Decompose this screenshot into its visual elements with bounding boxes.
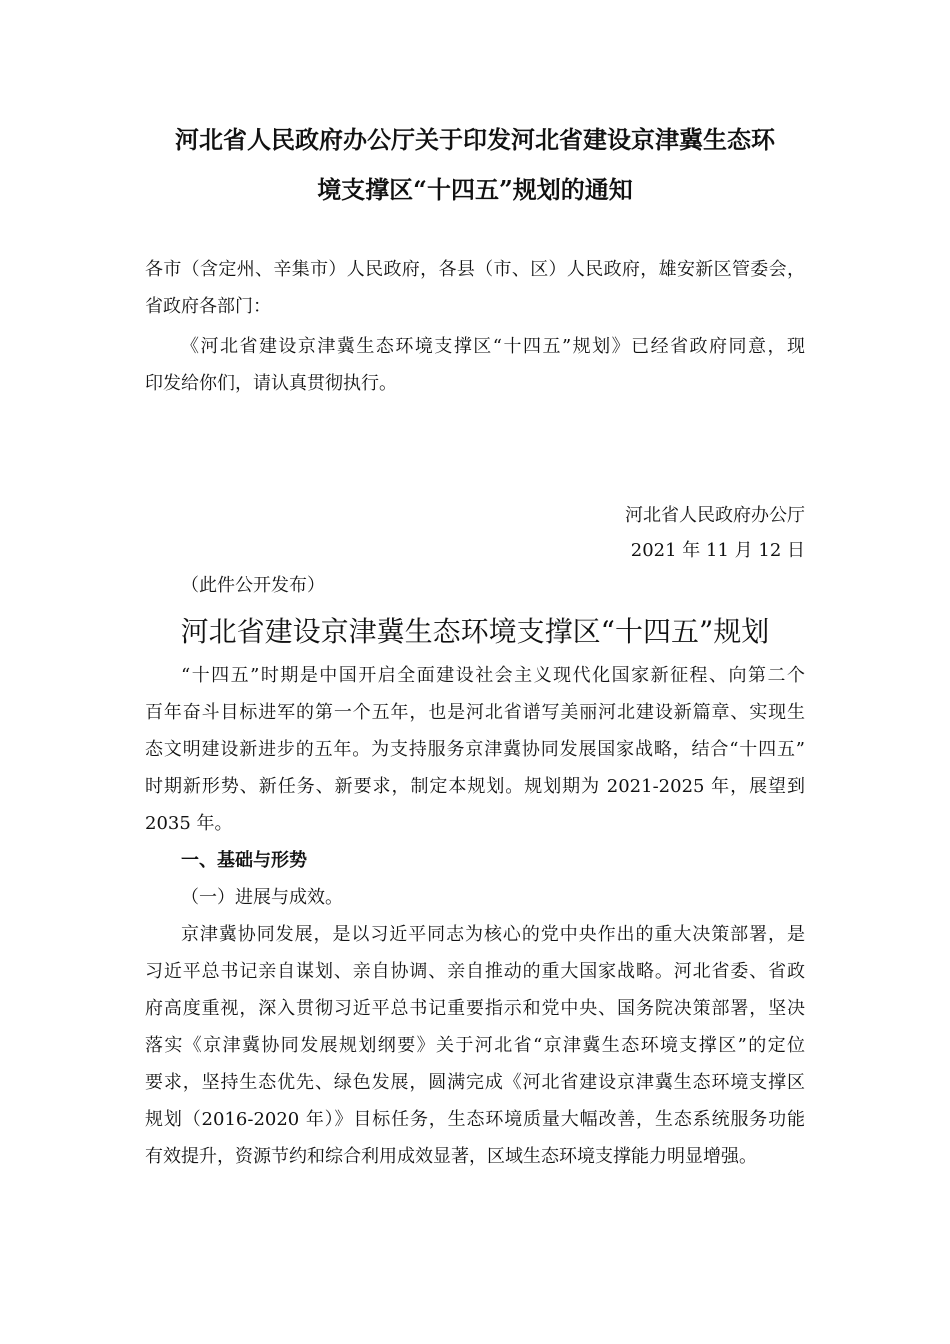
intro-line-2: 百年奋斗目标进军的第一个五年，也是河北省谱写美丽河北建设新篇章、实现生	[145, 702, 805, 723]
intro-line-4: 时期新形势、新任务、新要求，制定本规划。规划期为 2021-2025 年，展望到	[145, 776, 805, 797]
paragraph-line-7: 有效提升，资源节约和综合利用成效显著，区域生态环境支撑能力明显增强。	[145, 1146, 757, 1167]
notice-body-line-1: 《河北省建设京津冀生态环境支撑区“十四五”规划》已经省政府同意，现	[181, 336, 805, 357]
paragraph-line-6: 规划（2016-2020 年）》目标任务，生态环境质量大幅改善，生态系统服务功能	[145, 1109, 805, 1130]
recipients-line-2: 省政府各部门：	[145, 296, 271, 317]
paragraph-line-5: 要求，坚持生态优先、绿色发展，圆满完成《河北省建设京津冀生态环境支撑区	[145, 1072, 805, 1093]
notice-title-line-2: 境支撑区“十四五”规划的通知	[317, 175, 633, 204]
intro-line-5: 2035 年。	[145, 813, 233, 834]
paragraph-line-2: 习近平总书记亲自谋划、亲自协调、亲自推动的重大国家战略。河北省委、省政	[145, 961, 805, 982]
subsection-heading-1: （一）进展与成效。	[181, 887, 343, 908]
intro-line-1: “十四五”时期是中国开启全面建设社会主义现代化国家新征程、向第二个	[181, 665, 805, 686]
paragraph-line-1: 京津冀协同发展，是以习近平同志为核心的党中央作出的重大决策部署，是	[181, 924, 805, 945]
recipients-line-1: 各市（含定州、辛集市）人民政府，各县（市、区）人民政府，雄安新区管委会，	[145, 259, 805, 280]
issue-date: 2021 年 11 月 12 日	[630, 540, 805, 561]
paragraph-line-3: 府高度重视，深入贯彻习近平总书记重要指示和党中央、国务院决策部署，坚决	[145, 998, 805, 1019]
notice-title-line-1: 河北省人民政府办公厅关于印发河北省建设京津冀生态环	[175, 125, 775, 154]
notice-body-line-2: 印发给你们，请认真贯彻执行。	[145, 373, 397, 394]
paragraph-line-4: 落实《京津冀协同发展规划纲要》关于河北省“京津冀生态环境支撑区”的定位	[145, 1035, 805, 1056]
plan-title: 河北省建设京津冀生态环境支撑区“十四五”规划	[180, 615, 770, 648]
section-heading-1: 一、基础与形势	[181, 850, 307, 871]
publish-note: （此件公开发布）	[181, 575, 325, 596]
issuer: 河北省人民政府办公厅	[625, 505, 805, 526]
intro-line-3: 态文明建设新进步的五年。为支持服务京津冀协同发展国家战略，结合“十四五”	[145, 739, 805, 760]
